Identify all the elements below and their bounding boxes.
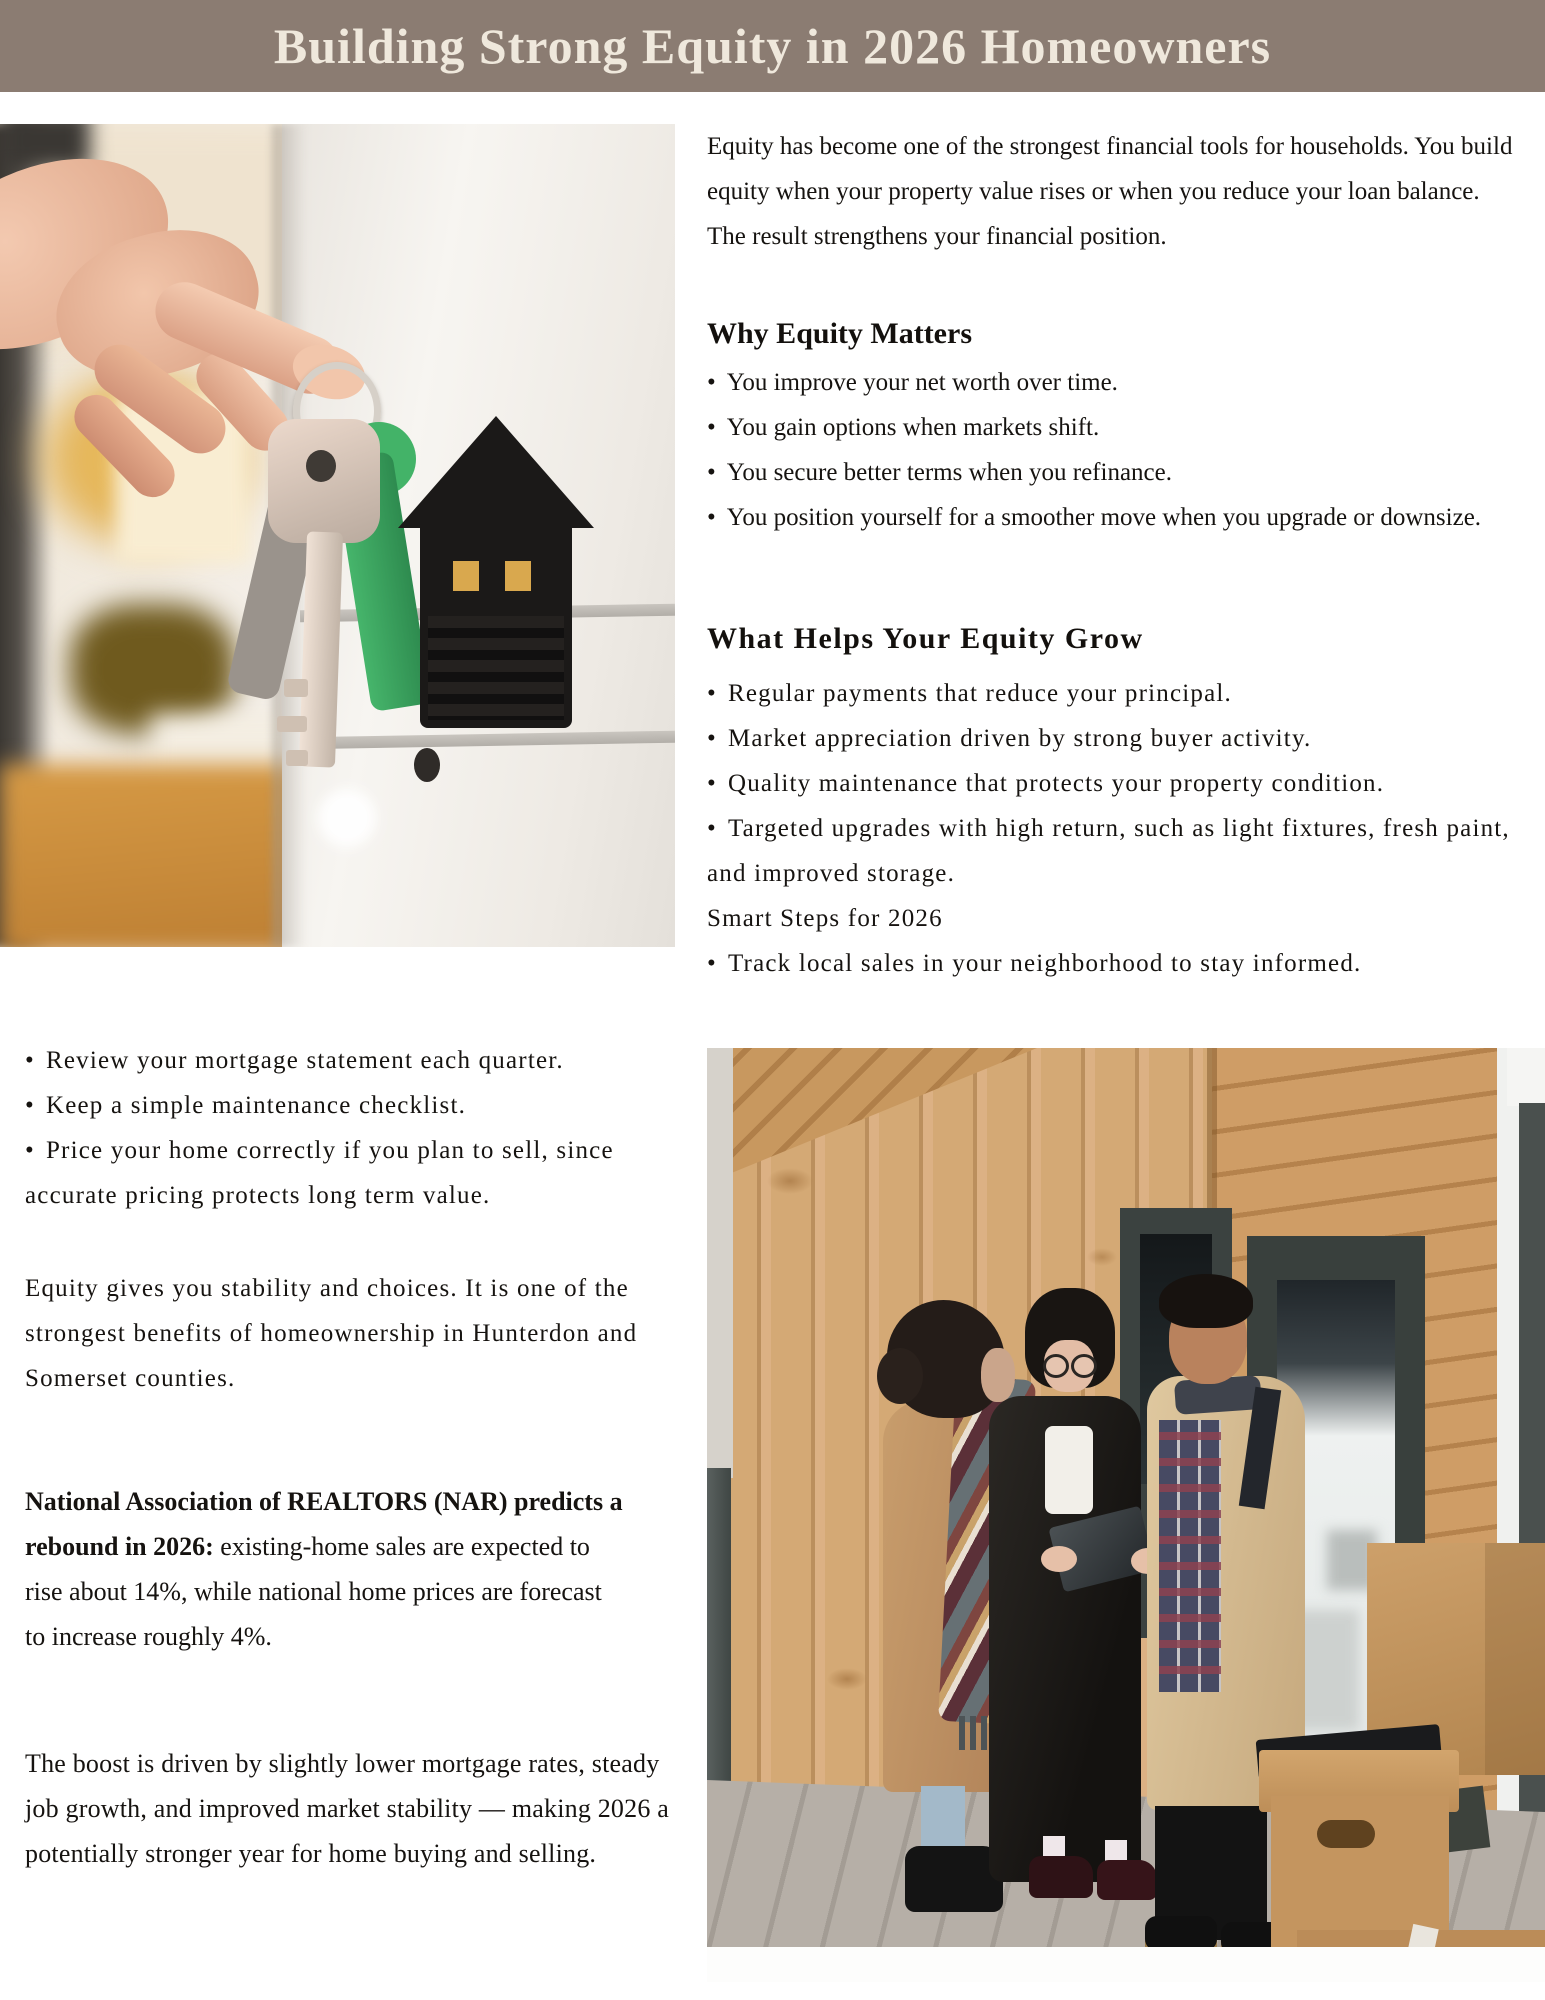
heading-smart-steps: Smart Steps for 2026 xyxy=(707,905,943,932)
photo-key-tooth xyxy=(286,750,308,766)
nar-rest: existing-home sales are expected to rise about 14%, while national home prices are forecast to increase roughly 4%. xyxy=(25,1532,602,1651)
photo-person-left-curl xyxy=(877,1348,923,1404)
photo-keychain-window xyxy=(502,558,534,594)
photo-box-handle-hole xyxy=(1317,1820,1375,1848)
photo-key-tooth xyxy=(284,679,308,697)
photo-glasses-lens xyxy=(1071,1354,1097,1378)
photo-hand-with-keys xyxy=(0,124,675,947)
photo-left-trim xyxy=(707,1048,733,1478)
list-item: • Regular payments that reduce your principal. xyxy=(707,671,1519,716)
boost-paragraph: The boost is driven by slightly lower mortgage rates, steady job growth, and improved market stability — making 2026 a potentially stronger year for home buying and selling. xyxy=(25,1749,669,1868)
list-item: • Track local sales in your neighborhood to stay informed. xyxy=(707,941,1519,986)
page-title: Building Strong Equity in 2026 Homeowners xyxy=(273,18,1272,74)
list-item: • You improve your net worth over time. xyxy=(707,360,1519,405)
list-item: • You gain options when markets shift. xyxy=(707,405,1519,450)
quarterly-steps-list xyxy=(25,1038,685,1218)
photo-person-right-hair xyxy=(1159,1274,1253,1328)
photo-door-stopper xyxy=(414,748,440,782)
list-item: • Price your home correctly if you plan to sell, since accurate pricing protects long term value. xyxy=(25,1128,685,1218)
photo-people-at-entrance xyxy=(707,1048,1545,1982)
photo-hand xyxy=(1041,1546,1077,1572)
list-item: • You position yourself for a smoother move when you upgrade or downsize. xyxy=(707,495,1519,540)
intro-paragraph: Equity has become one of the strongest financial tools for households. You build equity when your property value rises or when you reduce your loan balance. The result strengthens your financial position. xyxy=(707,133,1513,250)
photo-trim-top xyxy=(1507,1048,1545,1106)
photo-keychain-window xyxy=(450,558,482,594)
list-item: • Market appreciation driven by strong buyer activity. xyxy=(707,716,1519,761)
equity-grow-list xyxy=(707,671,1519,896)
photo-house-keychain xyxy=(398,416,598,746)
smart-steps-list xyxy=(707,941,1519,986)
heading-why-equity-matters: Why Equity Matters xyxy=(707,317,972,350)
list-item: • Keep a simple maintenance checklist. xyxy=(25,1083,685,1128)
heading-what-helps-equity-grow: What Helps Your Equity Grow xyxy=(707,622,1144,655)
photo-glasses-lens xyxy=(1043,1354,1069,1378)
photo-keychain-roof xyxy=(398,416,594,528)
list-item: • Targeted upgrades with high return, such as light fixtures, fresh paint, and improved storage. xyxy=(707,806,1519,896)
photo-shoe xyxy=(1097,1860,1157,1900)
photo-person-middle-turtleneck xyxy=(1045,1426,1093,1514)
left-text-column xyxy=(25,1038,685,1876)
photo-key-hole xyxy=(306,450,336,482)
photo-shoe xyxy=(1029,1856,1093,1898)
list-item: • Review your mortgage statement each quarter. xyxy=(25,1038,685,1083)
list-item: • Quality maintenance that protects your property condition. xyxy=(707,761,1519,806)
nar-forecast-paragraph xyxy=(25,1479,625,1659)
photo-glint xyxy=(318,789,376,847)
photo-wood-floor-blob xyxy=(0,764,310,947)
photo-keychain-ridges xyxy=(428,616,564,720)
list-item: • You secure better terms when you refinance. xyxy=(707,450,1519,495)
stability-paragraph: Equity gives you stability and choices. It is one of the strongest benefits of homeownership in Hunterdon and Somerset counties. xyxy=(25,1275,638,1392)
photo-plaid-shirt xyxy=(1159,1420,1221,1692)
photo-bottom-light-strip xyxy=(707,1947,1545,1983)
nar-bold-lead: National Association of REALTORS (NAR) predicts a rebound in 2026: xyxy=(25,1487,623,1561)
header-banner xyxy=(0,0,1545,92)
right-text-column xyxy=(707,124,1519,986)
why-equity-list xyxy=(707,360,1519,540)
photo-key-tooth xyxy=(277,716,307,732)
photo-person-left-face xyxy=(981,1348,1015,1402)
